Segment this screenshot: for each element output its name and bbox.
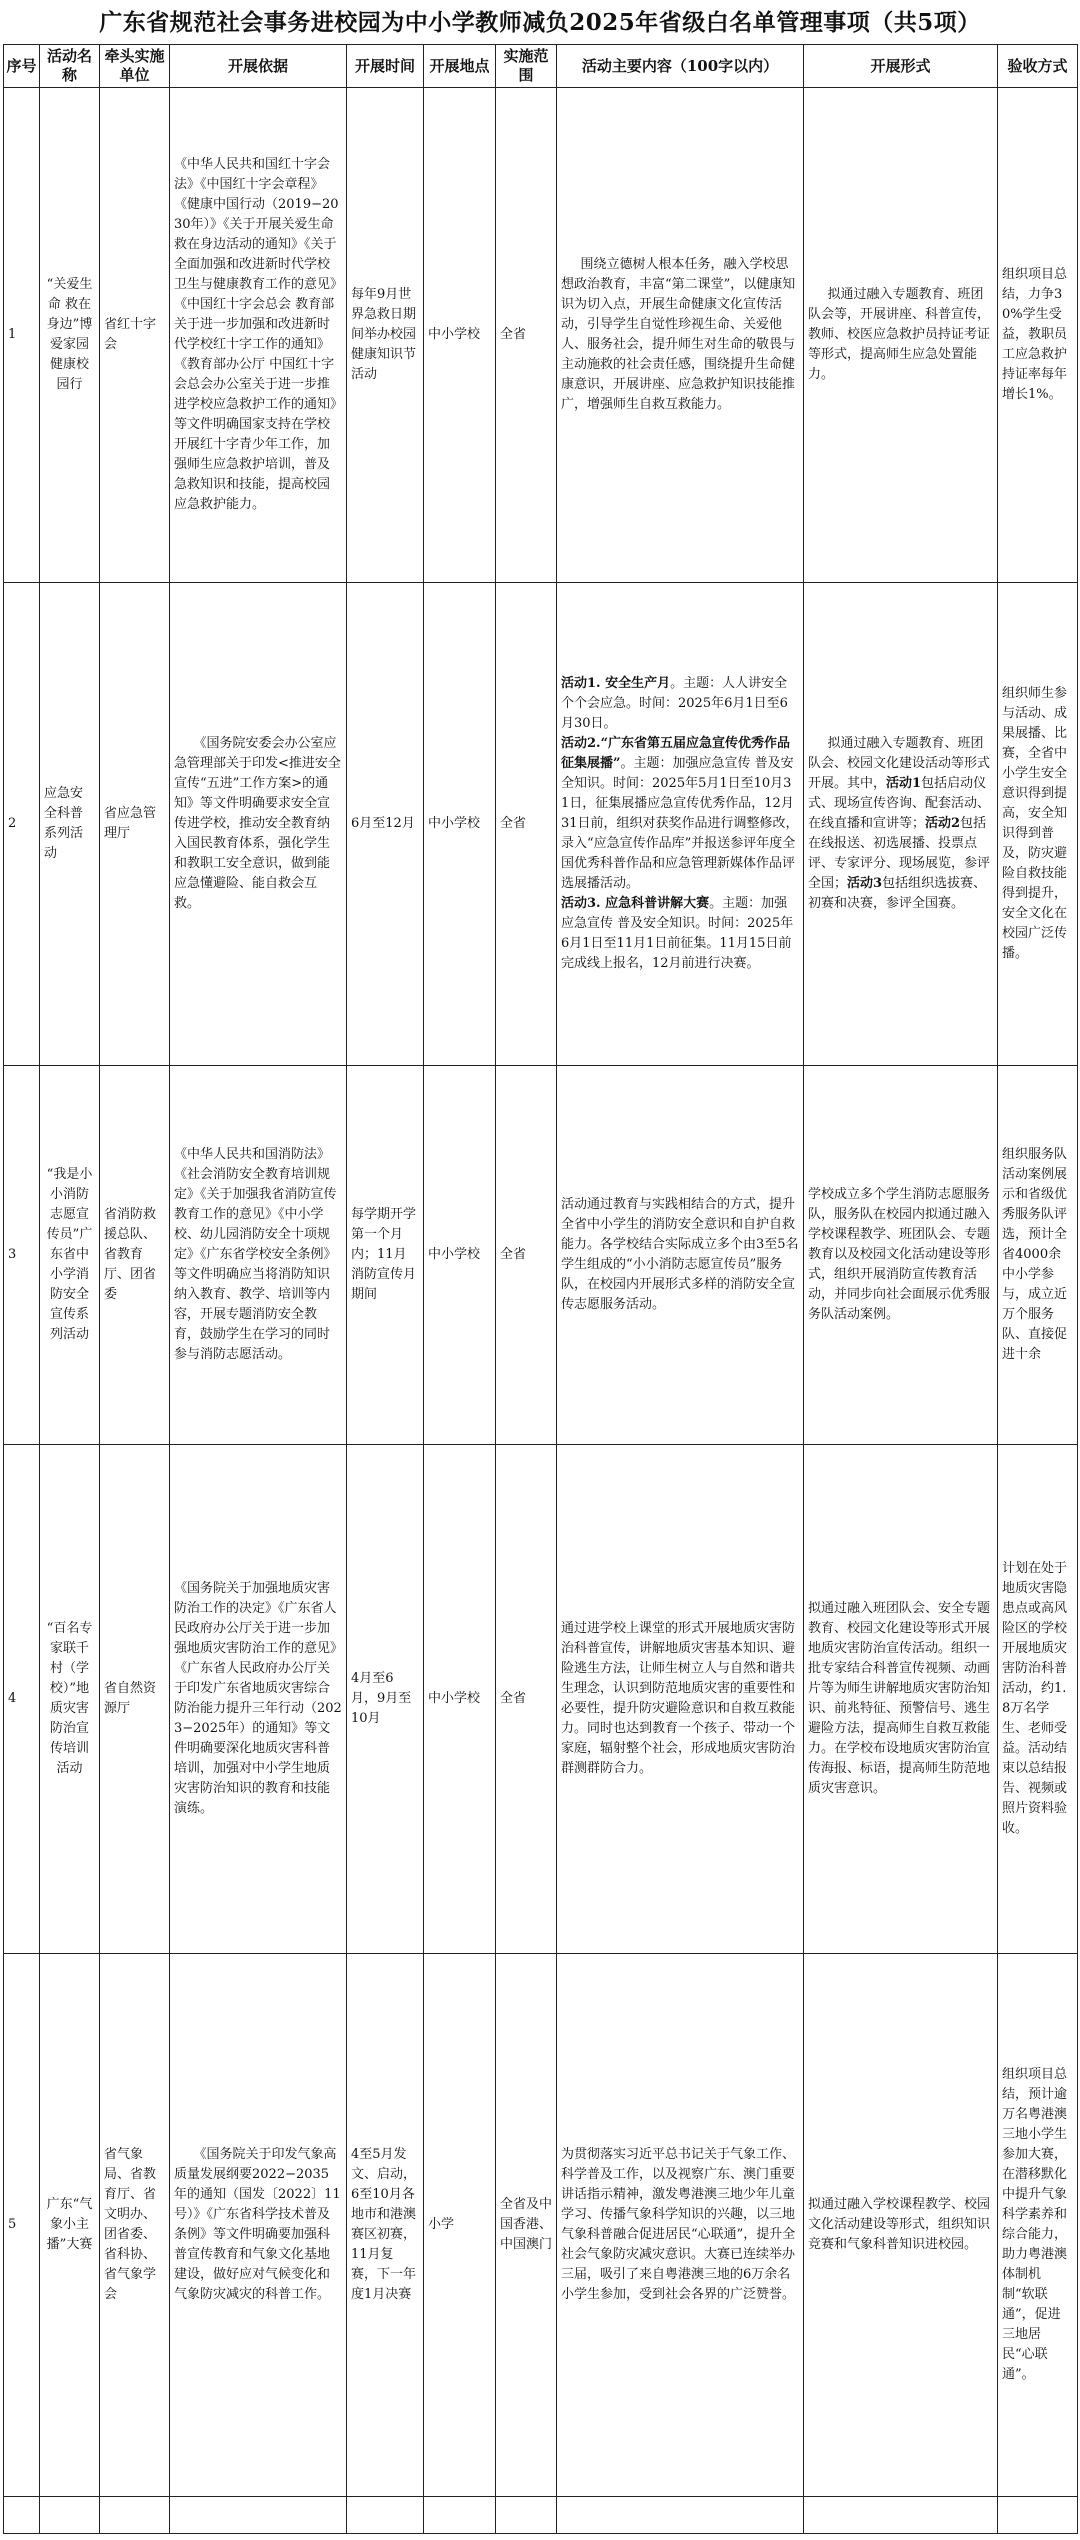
cell-scope: 全省 [496, 1066, 557, 1445]
cell-basis: 《中华人民共和国消防法》《社会消防安全教育培训规定》《关于加强我省消防宣传教育工作的意见》《中小学校、幼儿园消防安全十项规定》《广东省学校安全条例》等文件明确应当将消防知识纳入教育、教学、培训等内容，开展专题消防安全教育，鼓励学生在学习的同时参与消防志愿活动。 [170, 1066, 347, 1445]
form-text-4: 包括组织选拔赛、初赛和决赛，参评全国赛。 [808, 876, 987, 911]
cell-content: 围绕立德树人根本任务，融入学校思想政治教育，丰富“第二课堂”，以健康知识为切入点，开展生命健康文化宣传活动，引导学生自觉性珍视生命、关爱他人、服务社会，提升师生对生命的敬畏与主动施救的社会责任感，围绕提升生命健康意识，开展讲座、应急救护知识技能推广，增强师生自救互救能力。 [557, 88, 804, 583]
table-header-row [4, 45, 1078, 88]
activity-1-paragraph [561, 674, 799, 734]
cell-form: 学校成立多个学生消防志愿服务队，服务队在校园内拟通过融入学校课程教学、班团队会、专题教育以及校园文化活动建设等形式，组织开展消防宣传教育活动，并同步向社会面展示优秀服务队活动案例。 [804, 1066, 998, 1445]
header-verify: 验收方式 [998, 45, 1078, 88]
table-row [4, 88, 1078, 583]
table-row-empty [4, 2497, 1078, 2534]
cell-content: 通过进学校上课堂的形式开展地质灾害防治科普宣传，讲解地质灾害基本知识、避险逃生方法，让师生树立人与自然和谐共生理念，认识到防范地质灾害的重要性和必要性，提升防灾避险意识和自救互救能力。同时也达到教育一个孩子、带动一个家庭，辐射整个社会，形成地质灾害防治群测群防合力。 [557, 1445, 804, 1954]
cell-basis: 《国务院关于印发气象高质量发展纲要2022−2035年的通知（国发〔2022〕11号）》《广东省科学技术普及条例》等文件明确要加强科普宣传教育和气象文化基地建设，做好应对气候变化和气象防灾减灾的科普工作。 [170, 1954, 347, 2497]
cell-name: “百名专家联千村（学校）”地质灾害防治宣传培训活动 [40, 1445, 100, 1954]
header-seq: 序号 [4, 45, 40, 88]
table-row [4, 583, 1078, 1066]
cell-content: 活动通过教育与实践相结合的方式，提升全省中小学生的消防安全意识和自护自救能力。各学校结合实际成立多个由3至5名学生组成的“小小消防志愿宣传员”服务队，在校园内开展形式多样的消防安全宣传志愿服务活动。 [557, 1066, 804, 1445]
cell-content [557, 583, 804, 1066]
empty-cell [998, 2497, 1078, 2534]
cell-seq: 4 [4, 1445, 40, 1954]
header-form: 开展形式 [804, 45, 998, 88]
empty-cell [40, 2497, 100, 2534]
cell-seq: 5 [4, 1954, 40, 2497]
empty-cell [424, 2497, 496, 2534]
cell-verify: 组织项目总结，力争30%学生受益，教职员工应急救护持证率每年增长1%。 [998, 88, 1078, 583]
form-text-2: 包括启动仪式、现场宣传咨询、配套活动、在线直播和宣讲等； [808, 776, 991, 831]
cell-scope: 全省 [496, 1445, 557, 1954]
cell-name: 应急安全科普系列活动 [40, 583, 100, 1066]
header-name: 活动名称 [40, 45, 100, 88]
empty-cell [4, 2497, 40, 2534]
empty-cell [496, 2497, 557, 2534]
cell-place: 小学 [424, 1954, 496, 2497]
table-row [4, 1445, 1078, 1954]
cell-verify: 组织服务队活动案例展示和省级优秀服务队评选，预计全省4000余中小学参与，成立近万个服务队、直接促进十余 [998, 1066, 1078, 1445]
empty-cell [170, 2497, 347, 2534]
cell-unit: 省气象局、省教育厅、省文明办、团省委、省科协、省气象学会 [100, 1954, 170, 2497]
cell-basis: 《国务院安委会办公室应急管理部关于印发<推进安全宣传“五进”工作方案>的通知》等文件明确要求安全宣传进学校，推动安全教育纳入国民教育体系，强化学生和教职工安全意识，做到能应急懂避险、能自救会互救。 [170, 583, 347, 1066]
form-activity-3: 活动3 [847, 876, 883, 891]
cell-seq: 1 [4, 88, 40, 583]
form-activity-1: 活动1 [886, 776, 922, 791]
header-unit: 牵头实施单位 [100, 45, 170, 88]
document-title: 广东省规范社会事务进校园为中小学教师减负2025年省级白名单管理事项（共5项） [99, 9, 981, 36]
cell-name: “我是小小消防志愿宣传员”广东省中小学消防安全宣传系列活动 [40, 1066, 100, 1445]
activity-3-title: 活动3. 应急科普讲解大赛 [561, 896, 710, 911]
whitelist-table [3, 44, 1078, 2534]
cell-place: 中小学校 [424, 583, 496, 1066]
activity-2-title: 活动2.“广东省第五届应急宣传优秀作品征集展播” [561, 736, 791, 771]
cell-form: 拟通过融入学校课程教学、校园文化活动建设等形式，组织知识竞赛和气象科普知识进校园。 [804, 1954, 998, 2497]
cell-unit: 省红十字会 [100, 88, 170, 583]
cell-time: 每年9月世界急救日期间举办校园健康知识节活动 [347, 88, 424, 583]
cell-basis: 《国务院关于加强地质灾害防治工作的决定》《广东省人民政府办公厅关于进一步加强地质灾害防治工作的意见》《广东省人民政府办公厅关于印发广东省地质灾害综合防治能力提升三年行动（2023−2025年）的通知》等文件明确要深化地质灾害科普培训，加强对中小学生地质灾害防治知识的教育和技能演练。 [170, 1445, 347, 1954]
header-time: 开展时间 [347, 45, 424, 88]
cell-place: 中小学校 [424, 1066, 496, 1445]
empty-cell [804, 2497, 998, 2534]
form-text-1: 拟通过融入专题教育、班团队会、校园文化建设活动等形式开展。其中， [808, 736, 991, 791]
empty-cell [100, 2497, 170, 2534]
cell-seq: 3 [4, 1066, 40, 1445]
cell-scope: 全省 [496, 88, 557, 583]
cell-scope: 全省 [496, 583, 557, 1066]
cell-unit: 省自然资源厅 [100, 1445, 170, 1954]
cell-content: 为贯彻落实习近平总书记关于气象工作、科学普及工作，以及视察广东、澳门重要讲话指示精神，激发粤港澳三地少年儿童学习、传播气象科学知识的兴趣，以三地气象科普融合促进居民“心联通”，提升全社会气象防灾减灾意识。大赛已连续举办三届，吸引了来自粤港澳三地的6万余名小学生参加，受到社会各界的广泛赞誉。 [557, 1954, 804, 2497]
cell-form: 拟通过融入专题教育、班团队会等，开展讲座、科普宣传，教师、校医应急救护员持证考证等形式，提高师生应急处置能力。 [804, 88, 998, 583]
table-row [4, 1954, 1078, 2497]
cell-time: 4月至6月，9月至10月 [347, 1445, 424, 1954]
cell-seq: 2 [4, 583, 40, 1066]
cell-verify: 组织师生参与活动、成果展播、比赛，全省中小学生安全意识得到提高，安全知识得到普及，防灾避险自救技能得到提升，安全文化在校园广泛传播。 [998, 583, 1078, 1066]
cell-name: “关爱生命 救在身边”博爱家园健康校园行 [40, 88, 100, 583]
activity-1-title: 活动1. 安全生产月 [561, 676, 671, 691]
activity-3-text: 。主题：加强应急宣传 普及安全知识。时间：2025年6月1日至11月1日前征集。11月15日前完成线上报名，12月前进行决赛。 [561, 896, 794, 971]
cell-unit: 省消防救援总队、省教育厅、团省委 [100, 1066, 170, 1445]
header-scope: 实施范围 [496, 45, 557, 88]
cell-verify: 组织项目总结，预计逾万名粤港澳三地小学生参加大赛，在潜移默化中提升气象科学素养和综合能力，助力粤港澳体制机制“软联通”，促进三地居民“心联通”。 [998, 1954, 1078, 2497]
cell-place: 中小学校 [424, 88, 496, 583]
activity-2-text: 。主题：加强应急宣传 普及安全知识。时间：2025年5月1日至10月31日，征集展播应急宣传优秀作品，12月31日前，组织对获奖作品进行调整修改，录入“应急宣传作品库”并报送参评年度全国优秀科普作品和应急管理新媒体作品评选展播活动。 [561, 756, 799, 891]
table-row [4, 1066, 1078, 1445]
form-text-3: 包括在线报送、初选展播、投票点评、专家评分、现场展览，参评全国； [808, 816, 991, 891]
header-place: 开展地点 [424, 45, 496, 88]
activity-2-paragraph [561, 734, 799, 894]
cell-unit: 省应急管理厅 [100, 583, 170, 1066]
header-content: 活动主要内容（100字以内） [557, 45, 804, 88]
cell-time: 6月至12月 [347, 583, 424, 1066]
cell-form: 拟通过融入班团队会、安全专题教育、校园文化建设等形式开展地质灾害防治宣传活动。组织一批专家结合科普宣传视频、动画片等为师生讲解地质灾害防治知识、前兆特征、预警信号、逃生避险方法，提高师生自救互救能力。在学校布设地质灾害防治宣传海报、标语，提高师生防范地质灾害意识。 [804, 1445, 998, 1954]
header-basis: 开展依据 [170, 45, 347, 88]
empty-cell [347, 2497, 424, 2534]
form-activity-2: 活动2 [925, 816, 961, 831]
cell-verify: 计划在处于地质灾害隐患点或高风险区的学校开展地质灾害防治科普活动，约1.8万名学生、老师受益。活动结束以总结报告、视频或照片资料验收。 [998, 1445, 1078, 1954]
activity-1-text: 。主题：人人讲安全 个个会应急。时间：2025年6月1日至6月30日。 [561, 676, 788, 731]
cell-name: 广东“气象小主播”大赛 [40, 1954, 100, 2497]
cell-time: 4至5月发文、启动，6至10月各地市和港澳赛区初赛，11月复赛，下一年度1月决赛 [347, 1954, 424, 2497]
cell-basis: 《中华人民共和国红十字会法》《中国红十字会章程》《健康中国行动（2019−2030年）》《关于开展关爱生命救在身边活动的通知》《关于全面加强和改进新时代学校卫生与健康教育工作的意见》《中国红十字会总会 教育部关于进一步加强和改进新时代学校红十字工作的通知》《教育部办公厅 中国红十字会总会办公室关于进一步推进学校应急救护工作的通知》等文件明确国家支持在学校开展红十字青少年工作，加强师生应急救护培训，普及急救知识和技能，提高校园应急救护能力。 [170, 88, 347, 583]
activity-3-paragraph [561, 894, 799, 974]
cell-scope: 全省及中国香港、中国澳门 [496, 1954, 557, 2497]
cell-form [804, 583, 998, 1066]
cell-place: 中小学校 [424, 1445, 496, 1954]
empty-cell [557, 2497, 804, 2534]
cell-time: 每学期开学第一个月内；11月消防宣传月期间 [347, 1066, 424, 1445]
